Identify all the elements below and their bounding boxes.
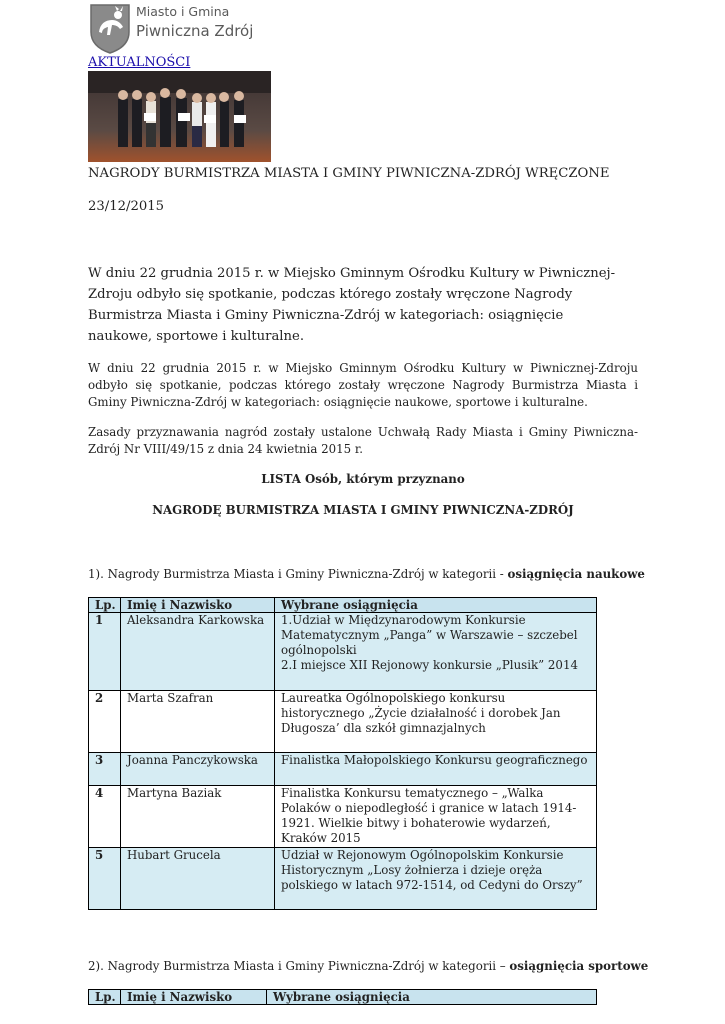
row-achievement: Laureatka Ogólnopolskiego konkursu historycznego „Życie działalność i dorobek Jan Długosza’ dla szkół gimnazjalnych: [275, 691, 597, 753]
row-name: Hubart Grucela: [121, 848, 275, 910]
row-name: Marta Szafran: [121, 691, 275, 753]
article-lead: W dniu 22 grudnia 2015 r. w Miejsko Gminnym Ośrodku Kultury w Piwnicznej-Zdroju odbyło się spotkanie, podczas którego zostały wręczone Nagrody Burmistrza Miasta i Gminy Piwniczna-Zdrój w kategoriach: osiągnięcie naukowe, sportowe i kulturalne.: [88, 266, 616, 344]
award-heading: NAGRODĘ BURMISTRZA MIASTA I GMINY PIWNICZNA-ZDRÓJ: [152, 503, 574, 517]
category-2-name: osiągnięcia sportowe: [509, 959, 649, 973]
category-1-heading: [88, 567, 645, 581]
row-name: Aleksandra Karkowska: [121, 613, 275, 691]
logo[interactable]: [88, 2, 268, 54]
row-achievement: Finalistka Konkursu tematycznego – „Walka Polaków o niepodległość i granice w latach 1914-1921. Wielkie bitwy i bohaterowie wydarzeń, Kraków 2015: [275, 786, 597, 848]
table-row: [89, 753, 597, 786]
logo-line1: Miasto i Gmina: [136, 4, 230, 19]
article-date: 23/12/2015: [88, 199, 165, 214]
header-achievement: Wybrane osiągnięcia: [275, 598, 597, 613]
header-achievement: Wybrane osiągnięcia: [267, 990, 597, 1005]
row-achievement: [275, 613, 597, 691]
table-row: [89, 848, 597, 910]
header-lp: Lp.: [89, 990, 121, 1005]
coat-of-arms-icon: [88, 2, 132, 54]
achievement-line: 1.Udział w Międzynarodowym Konkursie Matematycznym „Panga” w Warszawie – szczebel ogólnopolski: [281, 613, 578, 657]
table-row: [89, 691, 597, 753]
category-2-heading: [88, 959, 648, 973]
logo-line2: Piwniczna Zdrój: [136, 22, 254, 40]
category-1-prefix: 1). Nagrody Burmistrza Miasta i Gminy Piwniczna-Zdrój w kategorii -: [88, 567, 508, 581]
row-lp: 5: [89, 848, 121, 910]
row-achievement: Udział w Rejonowym Ogólnopolskim Konkursie Historycznym „Losy żołnierza i dzieje oręża polskiego w latach 972-1514, od Cedyni do Orszy”: [275, 848, 597, 910]
header-name: Imię i Nazwisko: [121, 990, 267, 1005]
category-2-prefix: 2). Nagrody Burmistrza Miasta i Gminy Piwniczna-Zdrój w kategorii –: [88, 959, 510, 973]
awards-table-science: [88, 597, 597, 910]
awards-table-sport: [88, 989, 597, 1005]
article-paragraph-2: Zasady przyznawania nagród zostały ustalone Uchwałą Rady Miasta i Gminy Piwniczna-Zdrój Nr VIII/49/15 z dnia 24 kwietnia 2015 r.: [88, 425, 638, 456]
row-name: Joanna Panczykowska: [121, 753, 275, 786]
table-row: [89, 613, 597, 691]
achievement-line: 2.I miejsce XII Rejonowy konkursie „Plusik” 2014: [281, 658, 578, 672]
table-row: [89, 786, 597, 848]
row-lp: 2: [89, 691, 121, 753]
news-link[interactable]: AKTUALNOŚCI: [88, 55, 191, 70]
header-name: Imię i Nazwisko: [121, 598, 275, 613]
article-photo: [88, 71, 271, 162]
article-title: NAGRODY BURMISTRZA MIASTA I GMINY PIWNICZNA-ZDRÓJ WRĘCZONE: [88, 166, 610, 181]
row-name: Martyna Baziak: [121, 786, 275, 848]
category-1-name: osiągnięcia naukowe: [507, 567, 645, 581]
list-heading: LISTA Osób, którym przyznano: [261, 472, 465, 486]
header-lp: Lp.: [89, 598, 121, 613]
row-lp: 3: [89, 753, 121, 786]
row-lp: 1: [89, 613, 121, 691]
article-paragraph-1: W dniu 22 grudnia 2015 r. w Miejsko Gminnym Ośrodku Kultury w Piwnicznej-Zdroju odbyło się spotkanie, podczas którego zostały wręczone Nagrody Burmistrza Miasta i Gminy Piwniczna-Zdrój w kategoriach: osiągnięcie naukowe, sportowe i kulturalne.: [88, 361, 638, 409]
row-achievement: Finalistka Małopolskiego Konkursu geograficznego: [275, 753, 597, 786]
row-lp: 4: [89, 786, 121, 848]
